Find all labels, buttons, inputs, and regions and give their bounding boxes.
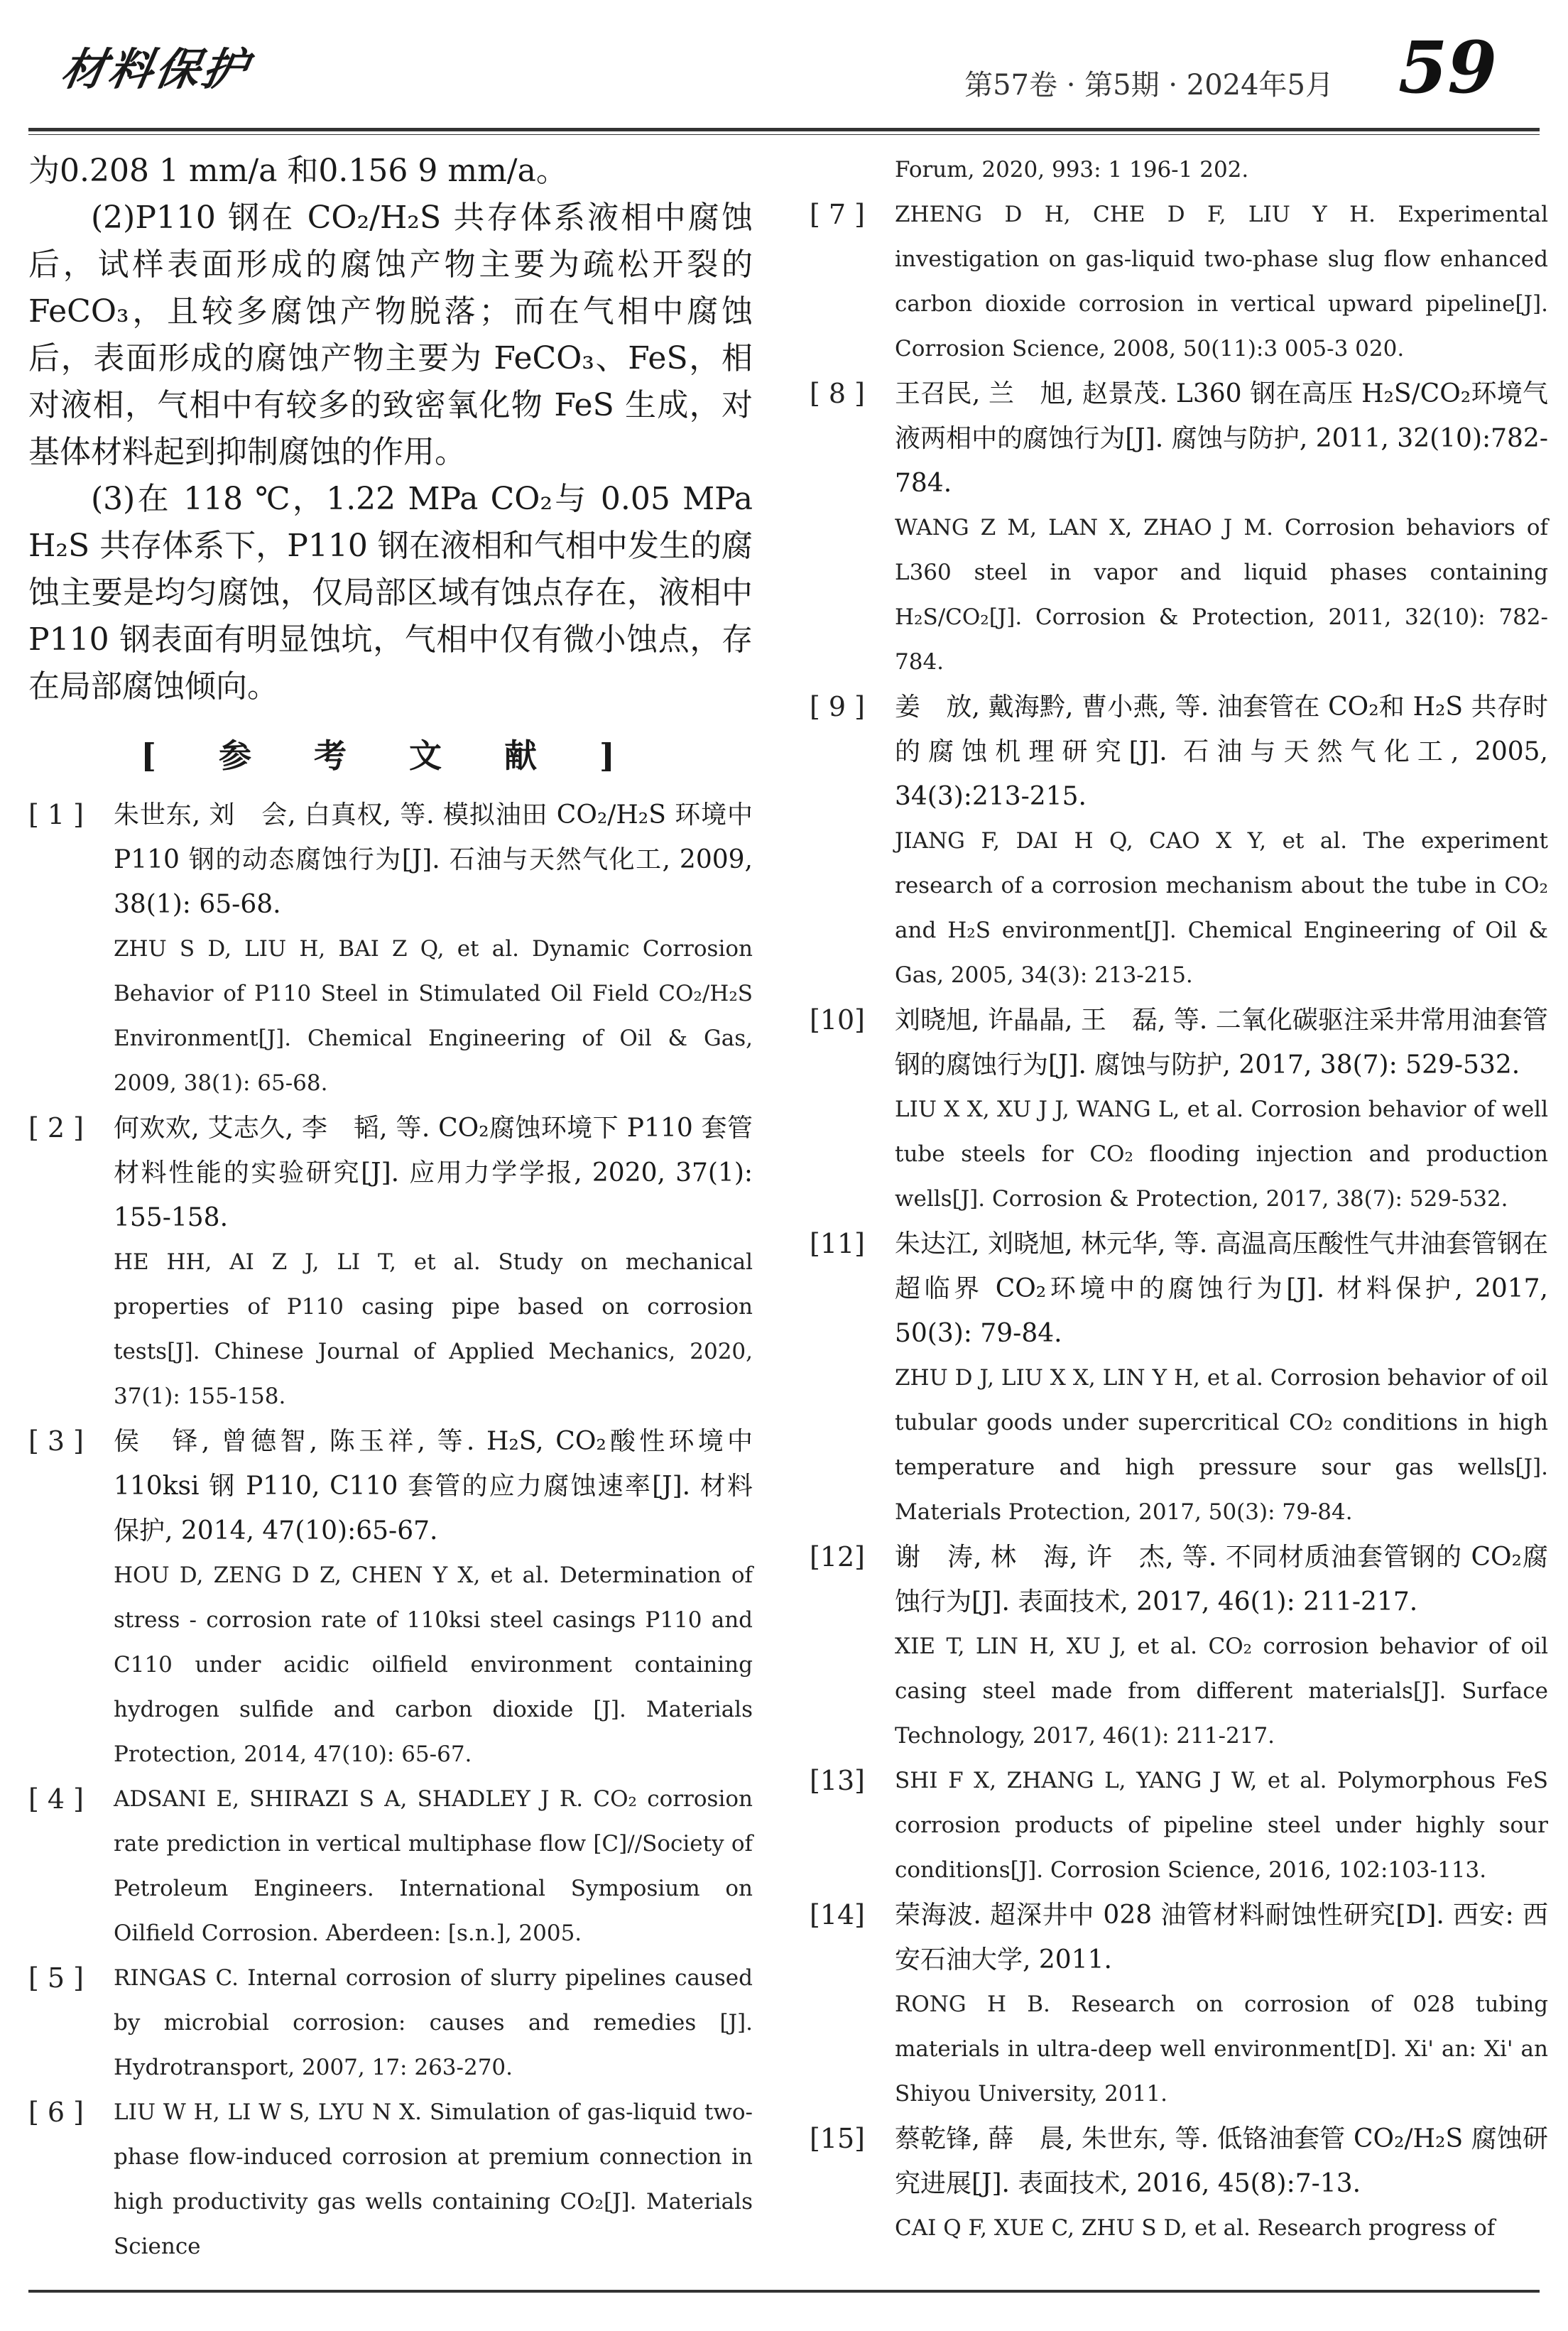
reference-item (28, 1956, 753, 2090)
reference-continuation: Forum, 2020, 993: 1 196-1 202. (895, 157, 1249, 183)
reference-number: [ 5 ] (28, 1962, 84, 1994)
reference-text-cn: 谢 涛, 林 海, 许 杰, 等. 不同材质油套管钢的 CO₂腐蚀行为[J]. 表面技术, 2017, 46(1): 211-217. (895, 1543, 1548, 1617)
conclusion-paragraph: (2)P110 钢在 CO₂/H₂S 共存体系液相中腐蚀后，试样表面形成的腐蚀产物主要为疏松开裂的 FeCO₃，且较多腐蚀产物脱落；而在气相中腐蚀后，表面形成的腐蚀产物主要为 FeCO₃、FeS，相对液相，气相中有较多的致密氧化物 FeS 生成，对基体材料起到抑制腐蚀的作用。 (28, 200, 753, 470)
issue-info: 第57卷 · 第5期 · 2024年5月 (964, 69, 1334, 102)
conclusion-paragraph: (3)在 118 ℃，1.22 MPa CO₂与 0.05 MPa H₂S 共存体系下，P110 钢在液相和气相中发生的腐蚀主要是均匀腐蚀，仅局部区域有蚀点存在，液相中 P110 钢表面有明显蚀坑，气相中仅有微小蚀点，存在局部腐蚀倾向。 (28, 481, 753, 705)
right-column (810, 148, 1548, 2251)
reference-number: [ 3 ] (28, 1425, 84, 1457)
reference-item (810, 371, 1548, 685)
reference-text-cn: 王召民, 兰 旭, 赵景茂. L360 钢在高压 H₂S/CO₂环境气液两相中的腐蚀行为[J]. 腐蚀与防护, 2011, 32(10):782-784. (895, 379, 1548, 498)
reference-text-en: SHI F X, ZHANG L, YANG J W, et al. Polymorphous FeS corrosion products of pipeline steel under highly sour conditions[J]. Corrosion Science, 2016, 102:103-113. (895, 1768, 1548, 1883)
header-rule (28, 128, 1540, 131)
reference-text-cn: 朱达江, 刘晓旭, 林元华, 等. 高温高压酸性气井油套管钢在超临界 CO₂环境中的腐蚀行为[J]. 材料保护, 2017, 50(3): 79-84. (895, 1229, 1548, 1348)
reference-number: [ 8 ] (810, 378, 865, 409)
reference-item (28, 2090, 753, 2269)
reference-item (28, 1777, 753, 1956)
reference-text-cn: 何欢欢, 艾志久, 李 韬, 等. CO₂腐蚀环境下 P110 套管材料性能的实验研究[J]. 应用力学学报, 2020, 37(1): 155-158. (114, 1114, 753, 1232)
reference-text-en: XIE T, LIN H, XU J, et al. CO₂ corrosion behavior of oil casing steel made from different materials[J]. Surface Technology, 2017, 46(1): 211-217. (895, 1634, 1548, 1749)
reference-text-en: JIANG F, DAI H Q, CAO X Y, et al. The experiment research of a corrosion mechanism about the tube in CO₂ and H₂S environment[J]. Chemical Engineering of Oil & Gas, 2005, 34(3): 213-215. (895, 828, 1548, 988)
page-header (0, 0, 1568, 142)
reference-item (810, 1759, 1548, 1893)
reference-number: [15] (810, 2123, 866, 2154)
reference-text-en: RONG H B. Research on corrosion of 028 tubing materials in ultra-deep well environment[D]. Xi' an: Xi' an Shiyou University, 2011. (895, 1992, 1548, 2107)
reference-text-en: WANG Z M, LAN X, ZHAO J M. Corrosion behaviors of L360 steel in vapor and liquid phases containing H₂S/CO₂[J]. Corrosion & Protection, 2011, 32(10): 782-784. (895, 515, 1548, 675)
references-heading: [ 参 考 文 献 ] (141, 737, 641, 775)
reference-number: [13] (810, 1765, 866, 1796)
reference-item (810, 1535, 1548, 1759)
footer-rule (28, 2290, 1540, 2293)
reference-text-en: CAI Q F, XUE C, ZHU S D, et al. Research progress of (895, 2215, 1496, 2241)
reference-text-en: RINGAS C. Internal corrosion of slurry pipelines caused by microbial corrosion: causes and remedies [J]. Hydrotransport, 2007, 17: 263-270. (114, 1965, 753, 2080)
reference-number: [ 2 ] (28, 1112, 84, 1143)
conclusion-paragraph: 为0.208 1 mm/a 和0.156 9 mm/a。 (28, 153, 567, 189)
reference-text-cn: 姜 放, 戴海黔, 曹小燕, 等. 油套管在 CO₂和 H₂S 共存时的腐蚀机理研究[J]. 石油与天然气化工, 2005, 34(3):213-215. (895, 692, 1548, 811)
reference-item (28, 1419, 753, 1777)
reference-text-cn: 侯 铎, 曾德智, 陈玉祥, 等. H₂S, CO₂酸性环境中 110ksi 钢 P110, C110 套管的应力腐蚀速率[J]. 材料保护, 2014, 47(10):65-67. (114, 1427, 753, 1545)
reference-number: [11] (810, 1228, 866, 1259)
reference-item (810, 1222, 1548, 1535)
reference-item (810, 192, 1548, 371)
reference-text-en: HE HH, AI Z J, LI T, et al. Study on mechanical properties of P110 casing pipe based on corrosion tests[J]. Chinese Journal of Applied Mechanics, 2020, 37(1): 155-158. (114, 1249, 753, 1409)
reference-text-cn: 蔡乾锋, 薛 晨, 朱世东, 等. 低铬油套管 CO₂/H₂S 腐蚀研究进展[J]. 表面技术, 2016, 45(8):7-13. (895, 2124, 1548, 2198)
reference-item (810, 2117, 1548, 2251)
reference-number: [14] (810, 1899, 866, 1930)
reference-number: [12] (810, 1541, 866, 1572)
reference-number: [ 1 ] (28, 799, 84, 830)
reference-text-en: ZHENG D H, CHE D F, LIU Y H. Experimental investigation on gas-liquid two-phase slug flow enhanced carbon dioxide corrosion in vertical upward pipeline[J]. Corrosion Science, 2008, 50(11):3 005-3 020. (895, 202, 1548, 362)
reference-text-cn: 刘晓旭, 许晶晶, 王 磊, 等. 二氧化碳驱注采井常用油套管钢的腐蚀行为[J]. 腐蚀与防护, 2017, 38(7): 529-532. (895, 1006, 1548, 1080)
reference-text-en: LIU W H, LI W S, LYU N X. Simulation of gas-liquid two-phase flow-induced corrosion at premium connection in high productivity gas wells containing CO₂[J]. Materials Science (114, 2099, 753, 2259)
page-number: 59 (1398, 26, 1497, 109)
reference-item (28, 1106, 753, 1419)
reference-item (28, 793, 753, 1106)
reference-text-cn: 朱世东, 刘 会, 白真权, 等. 模拟油田 CO₂/H₂S 环境中 P110 钢的动态腐蚀行为[J]. 石油与天然气化工, 2009, 38(1): 65-68. (114, 800, 753, 919)
reference-number: [ 7 ] (810, 199, 865, 230)
reference-number: [ 4 ] (28, 1783, 84, 1815)
reference-text-en: HOU D, ZENG D Z, CHEN Y X, et al. Determination of stress - corrosion rate of 110ksi steel casings P110 and C110 under acidic oilfield environment containing hydrogen sulfide and carbon dioxide [J]. Materials Protection, 2014, 47(10): 65-67. (114, 1563, 753, 1767)
reference-text-cn: 荣海波. 超深井中 028 油管材料耐蚀性研究[D]. 西安: 西安石油大学, 2011. (895, 1901, 1548, 1974)
reference-item (810, 1893, 1548, 2117)
reference-item (810, 685, 1548, 998)
reference-text-en: ZHU S D, LIU H, BAI Z Q, et al. Dynamic Corrosion Behavior of P110 Steel in Stimulated Oil Field CO₂/H₂S Environment[J]. Chemical Engineering of Oil & Gas, 2009, 38(1): 65-68. (114, 936, 753, 1096)
reference-item (810, 998, 1548, 1222)
reference-number: [ 9 ] (810, 691, 865, 722)
left-column (28, 148, 753, 2269)
reference-number: [ 6 ] (28, 2097, 84, 2128)
reference-text-en: LIU X X, XU J J, WANG L, et al. Corrosion behavior of well tube steels for CO₂ flooding injection and production wells[J]. Corrosion & Protection, 2017, 38(7): 529-532. (895, 1097, 1548, 1212)
reference-number: [10] (810, 1004, 866, 1036)
journal-logo: 材料保护 (57, 43, 254, 95)
reference-text-en: ADSANI E, SHIRAZI S A, SHADLEY J R. CO₂ corrosion rate prediction in vertical multiphase flow [C]//Society of Petroleum Engineers. International Symposium on Oilfield Corrosion. Aberdeen: [s.n.], 2005. (114, 1786, 753, 1946)
header-rule-thin (28, 134, 1540, 135)
reference-text-en: ZHU D J, LIU X X, LIN Y H, et al. Corrosion behavior of oil tubular goods under supercritical CO₂ conditions in high temperature and high pressure sour gas wells[J]. Materials Protection, 2017, 50(3): 79-84. (895, 1365, 1548, 1525)
